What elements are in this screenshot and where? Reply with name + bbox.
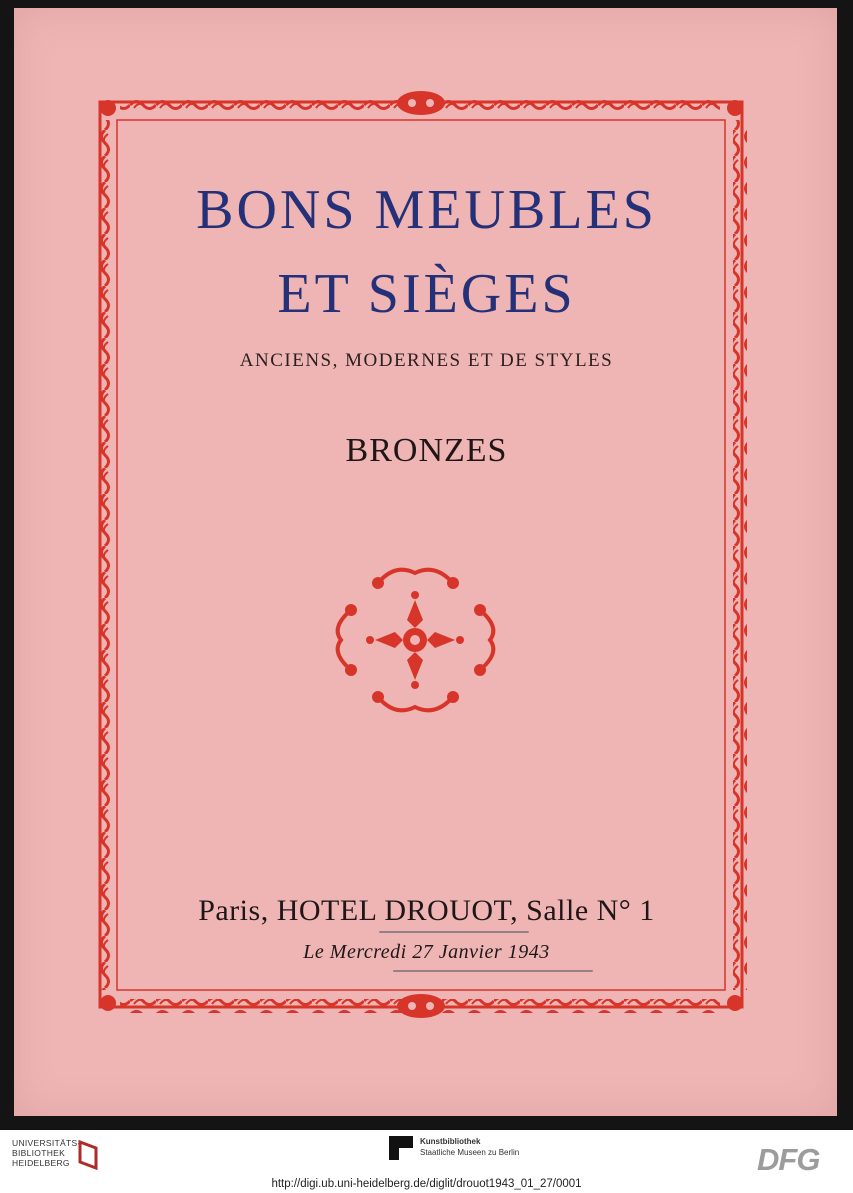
kunstbibliothek-label	[420, 1136, 519, 1158]
university-library-label	[12, 1138, 81, 1168]
catalog-subtitle: ANCIENS, MODERNES ET DE STYLES	[239, 350, 614, 371]
catalog-title-line2: ET SIÈGES	[277, 263, 576, 325]
university-line: HEIDELBERG	[12, 1158, 70, 1168]
university-library-logo-icon	[76, 1140, 100, 1170]
university-line: UNIVERSITÄTS-	[12, 1138, 81, 1148]
sale-venue: Paris, HOTEL DROUOT, Salle N° 1	[198, 894, 655, 927]
pencil-underline	[393, 970, 593, 972]
catalog-title-line1: BONS MEUBLES	[196, 179, 657, 241]
source-url[interactable]: http://digi.ub.uni-heidelberg.de/diglit/drouot1943_01_27/0001	[271, 1178, 582, 1190]
sale-date: Le Mercredi 27 Janvier 1943	[303, 941, 550, 963]
dfg-logo: DFG	[757, 1142, 820, 1177]
section-heading: BRONZES	[345, 432, 508, 469]
kunstbibliothek-name: Kunstbibliothek	[420, 1137, 481, 1146]
kunstbibliothek-subtitle: Staatliche Museen zu Berlin	[420, 1148, 520, 1157]
pencil-underline	[379, 931, 529, 933]
kunstbibliothek-logo-icon	[389, 1136, 413, 1160]
university-line: BIBLIOTHEK	[12, 1148, 66, 1158]
floral-medallion-ornament-icon	[323, 555, 508, 725]
